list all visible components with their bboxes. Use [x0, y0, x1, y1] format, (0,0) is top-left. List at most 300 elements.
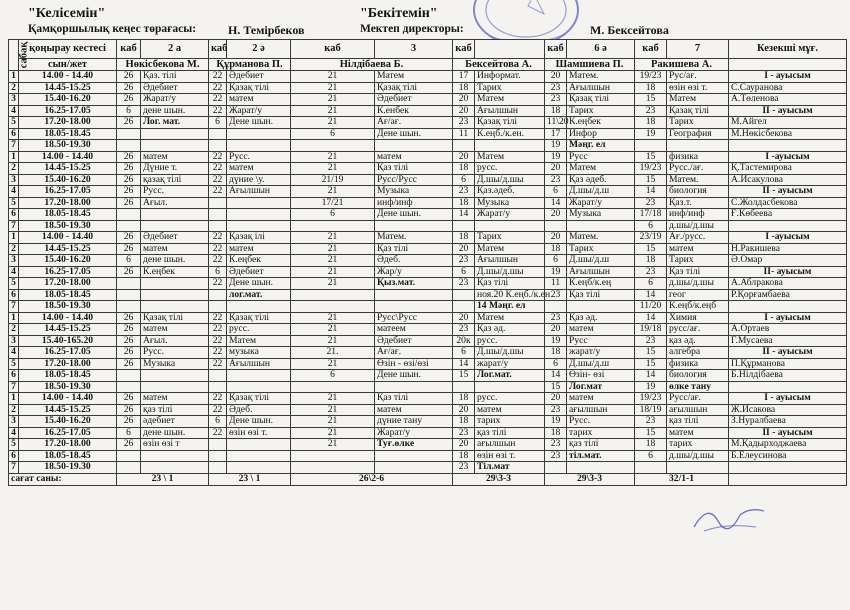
lesson-number: 5: [9, 197, 19, 209]
cabinet-number: 26: [117, 347, 141, 359]
cabinet-number: 23: [453, 427, 475, 439]
cabinet-number: [291, 381, 375, 393]
lesson-time: 18.50-19.30: [19, 462, 117, 474]
cabinet-number: 26: [117, 404, 141, 416]
lesson-number: 2: [9, 243, 19, 255]
cabinet-number: 20: [545, 324, 567, 336]
subject-cell: [227, 209, 291, 221]
subject-cell: Туғ.өлке: [375, 439, 453, 451]
cabinet-number: 18: [635, 82, 667, 94]
subject-cell: музыка: [227, 347, 291, 359]
cabinet-number: 17/21: [291, 197, 375, 209]
lesson-number: 5: [9, 358, 19, 370]
cabinet-number: 22: [209, 255, 227, 267]
cabinet-number: 21: [291, 243, 375, 255]
table-row: [9, 450, 847, 462]
cabinet-number: 26: [117, 186, 141, 198]
cabinet-number: [117, 128, 141, 140]
shift-label: ІІ- ауысым: [729, 266, 847, 278]
duty-teacher: Г.Мусаева: [729, 335, 847, 347]
subject-cell: тіл.мат.: [567, 450, 635, 462]
table-row: [9, 140, 847, 152]
cabinet-number: 15: [635, 243, 667, 255]
teacher-2e: Құрманова П.: [209, 59, 291, 71]
cabinet-number: [635, 462, 667, 474]
subject-cell: Ағ./русс.: [667, 232, 729, 244]
cabinet-number: [209, 128, 227, 140]
cabinet-number: [209, 209, 227, 221]
duty-teacher: А.Исакулова: [729, 174, 847, 186]
subject-cell: Қаз.т.: [667, 197, 729, 209]
col-lesson-number: сабақ: [9, 40, 19, 71]
subject-cell: Жар/у: [375, 266, 453, 278]
lesson-number: 5: [9, 117, 19, 129]
subject-cell: К.еңб/к.еңб: [667, 301, 729, 313]
cabinet-number: 22: [209, 174, 227, 186]
cabinet-number: 11: [545, 278, 567, 290]
lesson-time: 14.00 - 14.40: [19, 151, 117, 163]
subject-cell: қаз әд.: [667, 335, 729, 347]
duty-teacher: М.Айгел: [729, 117, 847, 129]
subject-cell: матем: [375, 151, 453, 163]
subject-cell: География: [667, 128, 729, 140]
subject-cell: К.еңб./к.ен.: [475, 128, 545, 140]
cabinet-number: 21: [291, 427, 375, 439]
cabinet-number: [209, 301, 227, 313]
cabinet-number: 19: [545, 335, 567, 347]
hours-total-3: 26\2-6: [291, 473, 453, 485]
cabinet-number: 20: [453, 312, 475, 324]
subject-cell: Әдебиет: [141, 82, 209, 94]
subject-cell: Лог.мат: [567, 381, 635, 393]
subject-cell: матем: [141, 243, 209, 255]
lesson-number: 4: [9, 427, 19, 439]
subject-cell: [141, 370, 209, 382]
cabinet-number: 6: [117, 427, 141, 439]
subject-cell: ағылшын: [475, 439, 545, 451]
table-row: [9, 347, 847, 359]
lesson-number: 1: [9, 151, 19, 163]
approval-right-role: Мектеп директоры:: [360, 23, 464, 35]
subject-cell: Дене шын.: [375, 209, 453, 221]
cabinet-number: [209, 370, 227, 382]
subject-cell: д.шы/д.шы: [667, 450, 729, 462]
subject-cell: Тарих: [567, 105, 635, 117]
subject-cell: алгебра: [667, 347, 729, 359]
subject-cell: Ағылшын: [227, 358, 291, 370]
subject-cell: [567, 220, 635, 232]
lesson-time: 16.25-17.05: [19, 427, 117, 439]
subject-cell: [375, 381, 453, 393]
subject-cell: Қаз әд.: [475, 324, 545, 336]
cabinet-number: [291, 289, 375, 301]
subject-cell: Қаз тілі: [475, 278, 545, 290]
subject-cell: Әдебиет: [375, 94, 453, 106]
teacher-6e: Шамшиева П.: [545, 59, 635, 71]
subject-cell: тарих: [667, 439, 729, 451]
subject-cell: тарих: [567, 427, 635, 439]
cabinet-number: 20: [453, 404, 475, 416]
cabinet-number: [291, 140, 375, 152]
subject-cell: [375, 289, 453, 301]
cabinet-number: [117, 289, 141, 301]
subject-cell: биология: [667, 370, 729, 382]
subject-cell: қаз тілі: [567, 439, 635, 451]
cabinet-number: 22: [209, 324, 227, 336]
cabinet-number: 22: [209, 312, 227, 324]
cabinet-number: 23: [545, 439, 567, 451]
shift-label: І -ауысым: [729, 232, 847, 244]
table-row: [9, 255, 847, 267]
lesson-number: 1: [9, 232, 19, 244]
cabinet-number: [453, 140, 475, 152]
cabinet-number: 15: [635, 174, 667, 186]
cabinet-number: 11\20: [545, 117, 567, 129]
cabinet-number: 6: [209, 416, 227, 428]
approval-right-title: "Бекітемін": [360, 6, 438, 21]
cabinet-number: 6: [453, 266, 475, 278]
subject-cell: Қазақ тілі: [567, 94, 635, 106]
cabinet-number: 26: [117, 94, 141, 106]
subject-cell: Матем: [475, 94, 545, 106]
subject-cell: [567, 462, 635, 474]
teacher-3: Нілдібаева Б.: [291, 59, 453, 71]
cabinet-number: [209, 140, 227, 152]
cabinet-number: [117, 370, 141, 382]
subject-cell: физика: [667, 151, 729, 163]
cabinet-number: [545, 220, 567, 232]
cabinet-number: 20: [545, 393, 567, 405]
subject-cell: матем: [475, 404, 545, 416]
subject-cell: русс.: [227, 324, 291, 336]
hours-total-4: 29\3-3: [453, 473, 545, 485]
lesson-time: 17.20-18.00: [19, 117, 117, 129]
subject-cell: өзін өзі т.: [475, 450, 545, 462]
subject-cell: Ағыл.: [141, 335, 209, 347]
subject-cell: матем: [227, 94, 291, 106]
subject-cell: русс.: [475, 393, 545, 405]
cabinet-number: 6: [291, 370, 375, 382]
col-cabinet-2: каб: [209, 40, 227, 59]
lesson-time: 15.40-16.20: [19, 94, 117, 106]
col-cabinet-6: каб: [635, 40, 667, 59]
cabinet-number: 18: [545, 347, 567, 359]
cabinet-number: [453, 220, 475, 232]
lesson-time: 14.45-15.25: [19, 243, 117, 255]
cabinet-number: 22: [209, 427, 227, 439]
cabinet-number: 20: [453, 151, 475, 163]
subject-cell: Матем: [227, 335, 291, 347]
table-row: [9, 289, 847, 301]
lesson-number: 3: [9, 416, 19, 428]
lesson-time: 16.25-17.05: [19, 266, 117, 278]
cabinet-number: 18: [545, 427, 567, 439]
cabinet-number: [209, 462, 227, 474]
table-row: [9, 358, 847, 370]
table-row: [9, 128, 847, 140]
lesson-time: 18.05-18.45: [19, 128, 117, 140]
duty-teacher: М.Нөкісбекова: [729, 128, 847, 140]
hours-total-6e: 29\3-3: [545, 473, 635, 485]
shift-label: І - ауысым: [729, 393, 847, 405]
cabinet-number: 23: [545, 82, 567, 94]
cabinet-number: 22: [209, 335, 227, 347]
teacher-4: Бексейтова А.: [453, 59, 545, 71]
cabinet-number: 21: [291, 393, 375, 405]
subject-cell: Русс.: [141, 347, 209, 359]
cabinet-number: 26: [117, 232, 141, 244]
approval-left-title: "Келісемін": [28, 6, 106, 21]
table-row: [9, 186, 847, 198]
cabinet-number: [117, 140, 141, 152]
cabinet-number: 21: [291, 163, 375, 175]
duty-teacher: З.Нуралбаева: [729, 416, 847, 428]
subject-cell: Ағылшын: [567, 82, 635, 94]
subject-cell: Қаз тілі: [375, 243, 453, 255]
duty-teacher: [729, 462, 847, 474]
cabinet-number: 6: [453, 174, 475, 186]
subject-cell: тарих: [475, 416, 545, 428]
teacher-2a: Нөкісбекова М.: [117, 59, 209, 71]
cabinet-number: [209, 381, 227, 393]
subject-cell: Қазақ тілі: [227, 82, 291, 94]
subject-cell: Қаз тілі: [667, 266, 729, 278]
cabinet-number: [117, 220, 141, 232]
lesson-time: 17.20-18.00: [19, 197, 117, 209]
cabinet-number: 18: [453, 232, 475, 244]
cabinet-number: 23: [635, 105, 667, 117]
cabinet-number: 19/23: [635, 393, 667, 405]
cabinet-number: 21: [291, 186, 375, 198]
subject-cell: Матем.: [667, 174, 729, 186]
subject-cell: матем: [667, 427, 729, 439]
lesson-time: 18.05-18.45: [19, 209, 117, 221]
cabinet-number: [209, 220, 227, 232]
subject-cell: қаз тілі: [667, 416, 729, 428]
cabinet-number: 6: [117, 105, 141, 117]
subject-cell: [141, 140, 209, 152]
lesson-number: 5: [9, 439, 19, 451]
cabinet-number: 20: [545, 209, 567, 221]
cabinet-number: 15: [635, 427, 667, 439]
cabinet-number: 19: [635, 128, 667, 140]
cabinet-number: [117, 462, 141, 474]
cabinet-number: 23: [545, 450, 567, 462]
table-row: [9, 174, 847, 186]
cabinet-number: 22: [209, 94, 227, 106]
cabinet-number: 22: [209, 71, 227, 83]
cabinet-number: 19: [545, 416, 567, 428]
duty-teacher: А.Төленова: [729, 94, 847, 106]
subject-cell: [227, 128, 291, 140]
cabinet-number: [117, 209, 141, 221]
subject-cell: геог: [667, 289, 729, 301]
subject-cell: Қазақ тілі: [227, 312, 291, 324]
subject-cell: Әдебиет: [227, 71, 291, 83]
cabinet-number: [635, 140, 667, 152]
subject-cell: Тарих: [475, 232, 545, 244]
subject-cell: [375, 450, 453, 462]
subject-cell: [667, 140, 729, 152]
subject-cell: Д.шы/д.ш: [567, 255, 635, 267]
subject-cell: Матем: [567, 163, 635, 175]
cabinet-number: 23: [635, 416, 667, 428]
lesson-time: 14.00 - 14.40: [19, 71, 117, 83]
table-row: [9, 404, 847, 416]
shift-label: ІІ - ауысым: [729, 347, 847, 359]
subject-cell: [375, 301, 453, 313]
subject-cell: [227, 220, 291, 232]
cabinet-number: [209, 197, 227, 209]
cabinet-number: [291, 462, 375, 474]
subject-cell: Дене шын.: [227, 278, 291, 290]
cabinet-number: 23: [545, 404, 567, 416]
cabinet-number: 11/20: [635, 301, 667, 313]
cabinet-number: [117, 301, 141, 313]
col-cabinet-5: каб: [545, 40, 567, 59]
timetable: [8, 39, 847, 486]
cabinet-number: 20к: [453, 335, 475, 347]
duty-teacher: [729, 381, 847, 393]
hours-total-2e: 23 \ 1: [209, 473, 291, 485]
cabinet-number: 22: [209, 163, 227, 175]
subject-cell: Тарих: [475, 82, 545, 94]
subject-cell: матем: [567, 393, 635, 405]
subject-cell: Қазақ ілі: [227, 232, 291, 244]
cabinet-number: 17/18: [635, 209, 667, 221]
cabinet-number: 21: [291, 117, 375, 129]
cabinet-number: 18/19: [635, 404, 667, 416]
cabinet-number: 21: [291, 404, 375, 416]
subject-cell: Музыка: [567, 209, 635, 221]
duty-teacher: А.Аблракова: [729, 278, 847, 290]
cabinet-number: 18: [453, 163, 475, 175]
cabinet-number: 18: [453, 393, 475, 405]
lesson-time: 18.05-18.45: [19, 370, 117, 382]
cabinet-number: 22: [209, 232, 227, 244]
table-row: [9, 278, 847, 290]
lesson-number: 1: [9, 312, 19, 324]
cabinet-number: 21: [291, 82, 375, 94]
hours-total-blank: [729, 473, 847, 485]
hours-total-2a: 23 \ 1: [117, 473, 209, 485]
subject-cell: Қаз тілі: [375, 163, 453, 175]
cabinet-number: 26: [117, 163, 141, 175]
table-row: [9, 335, 847, 347]
table-row: [9, 370, 847, 382]
subject-cell: өзін өзі т.: [227, 427, 291, 439]
cabinet-number: 23/19: [635, 232, 667, 244]
lesson-time: 17.20-18.00: [19, 358, 117, 370]
col-class-2e: 2 ә: [227, 40, 291, 59]
table-row: [9, 197, 847, 209]
lesson-time: 18.05-18.45: [19, 450, 117, 462]
table-row: [9, 71, 847, 83]
cabinet-number: 15: [635, 151, 667, 163]
subject-cell: матем: [141, 151, 209, 163]
duty-teacher: Қ.Тастемирова: [729, 163, 847, 175]
lesson-number: 6: [9, 450, 19, 462]
lesson-number: 2: [9, 404, 19, 416]
cabinet-number: 17: [545, 128, 567, 140]
duty-teacher: Ә.Омар: [729, 255, 847, 267]
lesson-number: 4: [9, 186, 19, 198]
subject-cell: Тарих: [667, 117, 729, 129]
cabinet-number: 21: [291, 439, 375, 451]
subject-cell: Қаз әдеб.: [567, 174, 635, 186]
cabinet-number: 15: [635, 94, 667, 106]
subject-cell: Инфор: [567, 128, 635, 140]
subject-cell: Д.шы/д.ш: [567, 186, 635, 198]
subject-cell: физика: [667, 358, 729, 370]
cabinet-number: 26: [117, 266, 141, 278]
lesson-time: 18.05-18.45: [19, 289, 117, 301]
table-row: [9, 462, 847, 474]
subject-cell: Музыка: [141, 358, 209, 370]
cabinet-number: 15: [453, 370, 475, 382]
subject-cell: Дене шын.: [375, 370, 453, 382]
subject-cell: Қазақ тілі: [667, 105, 729, 117]
col-time: сын/жет: [19, 59, 117, 71]
cabinet-number: [209, 439, 227, 451]
duty-teacher: М.Қадырходжаева: [729, 439, 847, 451]
subject-cell: Русс: [567, 151, 635, 163]
cabinet-number: [209, 450, 227, 462]
subject-cell: жарат/у: [475, 358, 545, 370]
lesson-time: 17.20-18.00: [19, 439, 117, 451]
subject-cell: [141, 278, 209, 290]
cabinet-number: 19/18: [635, 324, 667, 336]
lesson-number: 4: [9, 266, 19, 278]
subject-cell: Ағ/ағ.: [375, 347, 453, 359]
cabinet-number: [209, 289, 227, 301]
lesson-number: 6: [9, 370, 19, 382]
cabinet-number: 6: [453, 347, 475, 359]
table-row: [9, 301, 847, 313]
subject-cell: Өзін- өзі: [567, 370, 635, 382]
cabinet-number: 6: [291, 128, 375, 140]
cabinet-number: 19: [545, 151, 567, 163]
cabinet-number: [453, 301, 475, 313]
subject-cell: Қаз. тілі: [141, 71, 209, 83]
subject-cell: Қазақ тілі: [227, 393, 291, 405]
lesson-time: 15.40-16.20: [19, 416, 117, 428]
subject-cell: матем: [141, 393, 209, 405]
cabinet-number: 21: [291, 255, 375, 267]
subject-cell: дене шын.: [141, 105, 209, 117]
cabinet-number: 6: [635, 220, 667, 232]
cabinet-number: 19: [545, 266, 567, 278]
subject-cell: инф/инф: [375, 197, 453, 209]
cabinet-number: 14: [545, 197, 567, 209]
subject-cell: Жарат/у: [227, 105, 291, 117]
subject-cell: Жарат/у: [141, 94, 209, 106]
subject-cell: Ағ/ағ.: [375, 117, 453, 129]
subject-cell: [375, 462, 453, 474]
subject-cell: [667, 462, 729, 474]
hours-total-7: 32/1-1: [635, 473, 729, 485]
subject-cell: Русс/ағ.: [667, 393, 729, 405]
subject-cell: [141, 381, 209, 393]
subject-cell: К.еңб/к.ең: [567, 278, 635, 290]
table-row: [9, 439, 847, 451]
cabinet-number: [453, 289, 475, 301]
table-row: [9, 117, 847, 129]
table-row: [9, 82, 847, 94]
col-cabinet-4: каб: [453, 40, 475, 59]
subject-cell: К.еңбек: [227, 255, 291, 267]
lesson-number: 7: [9, 220, 19, 232]
